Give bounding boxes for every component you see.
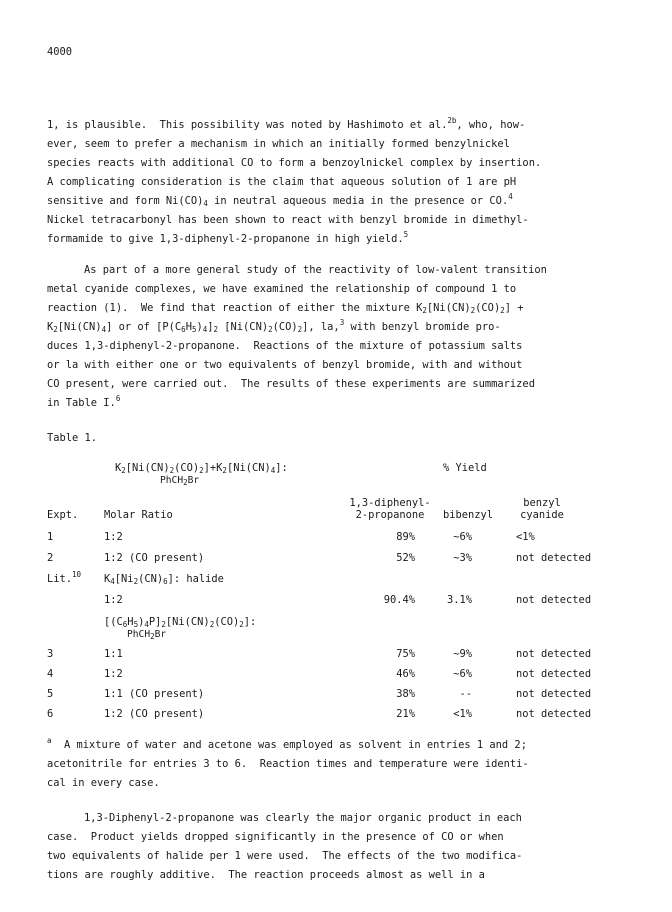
cell-cyanide: not detected: [516, 708, 592, 720]
cell-cyanide: not detected: [516, 648, 592, 660]
cell-propanone: 52%: [396, 552, 415, 564]
cell-propanone: 75%: [396, 648, 415, 660]
cell-propanone: 46%: [396, 668, 415, 680]
cell-ratio: 1:1: [104, 648, 123, 660]
cell-cyanide: not detected: [516, 688, 592, 700]
cell-ratio: 1:2: [104, 668, 123, 680]
cell-bibenzyl: ~6%: [453, 668, 472, 680]
yield-header: % Yield: [443, 462, 487, 474]
col-ratio-header: Molar Ratio: [104, 509, 173, 521]
cell-expt: 6: [47, 708, 54, 720]
cell-bibenzyl: <1%: [453, 708, 472, 720]
para3-line-4: tions are roughly additive. The reaction proceeds almost as well in a: [47, 869, 485, 881]
para1-line-4: A complicating consideration is the claim that aqueous solution of 1 are pH: [47, 176, 517, 188]
para3-line-3: two equivalents of halide per 1 were used. The effects of the two modifica-: [47, 850, 523, 862]
cell-bibenzyl: --: [459, 688, 472, 700]
table-header-reagent-2: PhCH$_2$Br: [160, 475, 200, 487]
para1-line-3: species reacts with additional CO to form a benzoylnickel complex by insertion.: [47, 157, 542, 169]
page-number: 4000: [47, 46, 73, 58]
cell-propanone: 21%: [396, 708, 415, 720]
lit-label: Lit.$^{10}$: [47, 570, 82, 585]
cell-ratio: 1:2 (CO present): [104, 552, 205, 564]
cell-bibenzyl: ~6%: [453, 531, 472, 543]
table-caption: Table 1.: [47, 432, 98, 444]
reagent-b-2: PhCH$_2$Br: [127, 629, 167, 641]
cell-ratio: 1:2: [104, 594, 123, 606]
para1-line-5: sensitive and form $Ni(CO)_4$ in neutral aqueous media in the presence or CO.$^4$: [47, 192, 513, 208]
cell-ratio: 1:2 (CO present): [104, 708, 205, 720]
para1-line-1: 1, is plausible. This possibility was noted by Hashimoto et al.$^{2b}$, who, how-: [47, 116, 526, 131]
col-product-header-2: 2-propanone: [355, 509, 425, 521]
cell-expt: 2: [47, 552, 54, 564]
cell-propanone: 90.4%: [383, 594, 415, 606]
cell-propanone: 89%: [396, 531, 415, 543]
footnote-line-3: cal in every case.: [47, 777, 160, 789]
para2-line-7: CO present, were carried out. The results of these experiments are summarized: [47, 378, 535, 390]
para2-line-6: or la with either one or two equivalents of benzyl bromide, with and without: [47, 359, 523, 371]
cell-expt: 4: [47, 668, 54, 680]
cell-cyanide: not detected: [516, 668, 592, 680]
cell-ratio: 1:1 (CO present): [104, 688, 205, 700]
col-bibenzyl-header: bibenzyl: [443, 509, 494, 521]
reagent-b: $[(C_6H_5)_4P]_2[Ni(CN)_2(CO)_2]$:: [104, 616, 257, 629]
para2-line-3: reaction (1). We find that reaction of either the mixture $K_2[Ni(CN)_2(CO)_2]$ +: [47, 302, 524, 315]
cell-expt: 5: [47, 688, 54, 700]
cell-propanone: 38%: [396, 688, 415, 700]
table-header-reagent: $K_2[Ni(CN)_2(CO)_2]+K_2[Ni(CN)_4]$:: [115, 462, 288, 475]
footnote-line-1: $^a$ A mixture of water and acetone was employed as solvent in entries 1 and 2;: [47, 736, 527, 751]
para3-line-2: case. Product yields dropped significantly in the presence of CO or when: [47, 831, 504, 843]
para3-line-1: 1,3-Diphenyl-2-propanone was clearly the major organic product in each: [84, 812, 522, 824]
para2-line-2: metal cyanide complexes, we have examined the relationship of compound 1 to: [47, 283, 517, 295]
para2-line-5: duces 1,3-diphenyl-2-propanone. Reactions of the mixture of potassium salts: [47, 340, 523, 352]
para1-line-6: Nickel tetracarbonyl has been shown to react with benzyl bromide in dimethyl-: [47, 214, 529, 226]
para2-line-8: in Table I.$^6$: [47, 394, 121, 409]
para2-line-1: As part of a more general study of the reactivity of low-valent transition: [84, 264, 547, 276]
cell-cyanide: not detected: [516, 594, 592, 606]
para1-line-2: ever, seem to prefer a mechanism in which an initially formed benzylnickel: [47, 138, 510, 150]
cell-bibenzyl: 3.1%: [446, 594, 472, 606]
lit-reagent: $K_4[Ni_2(CN)_6]$: halide: [104, 573, 224, 586]
col-expt-header: Expt.: [47, 509, 79, 521]
cell-bibenzyl: ~9%: [453, 648, 472, 660]
cell-cyanide: not detected: [516, 552, 592, 564]
footnote-line-2: acetonitrile for entries 3 to 6. Reaction times and temperature were identi-: [47, 758, 529, 770]
col-product-header-1: 1,3-diphenyl-: [349, 497, 431, 509]
cell-cyanide: <1%: [516, 531, 535, 543]
col-cyanide-header-2: cyanide: [520, 509, 564, 521]
cell-expt: 3: [47, 648, 54, 660]
cell-ratio: 1:2: [104, 531, 123, 543]
cell-bibenzyl: ~3%: [453, 552, 472, 564]
cell-expt: 1: [47, 531, 54, 543]
col-cyanide-header-1: benzyl: [523, 497, 561, 509]
para2-line-4: $K_2[Ni(CN)_4]$ or of $[P(C_6H_5)_4]_2$ $[Ni(CN)_2(CO)_2]$, la,$^3$ with benzyl bromide pro-: [47, 318, 501, 334]
para1-line-7: formamide to give 1,3-diphenyl-2-propanone in high yield.$^5$: [47, 230, 409, 245]
